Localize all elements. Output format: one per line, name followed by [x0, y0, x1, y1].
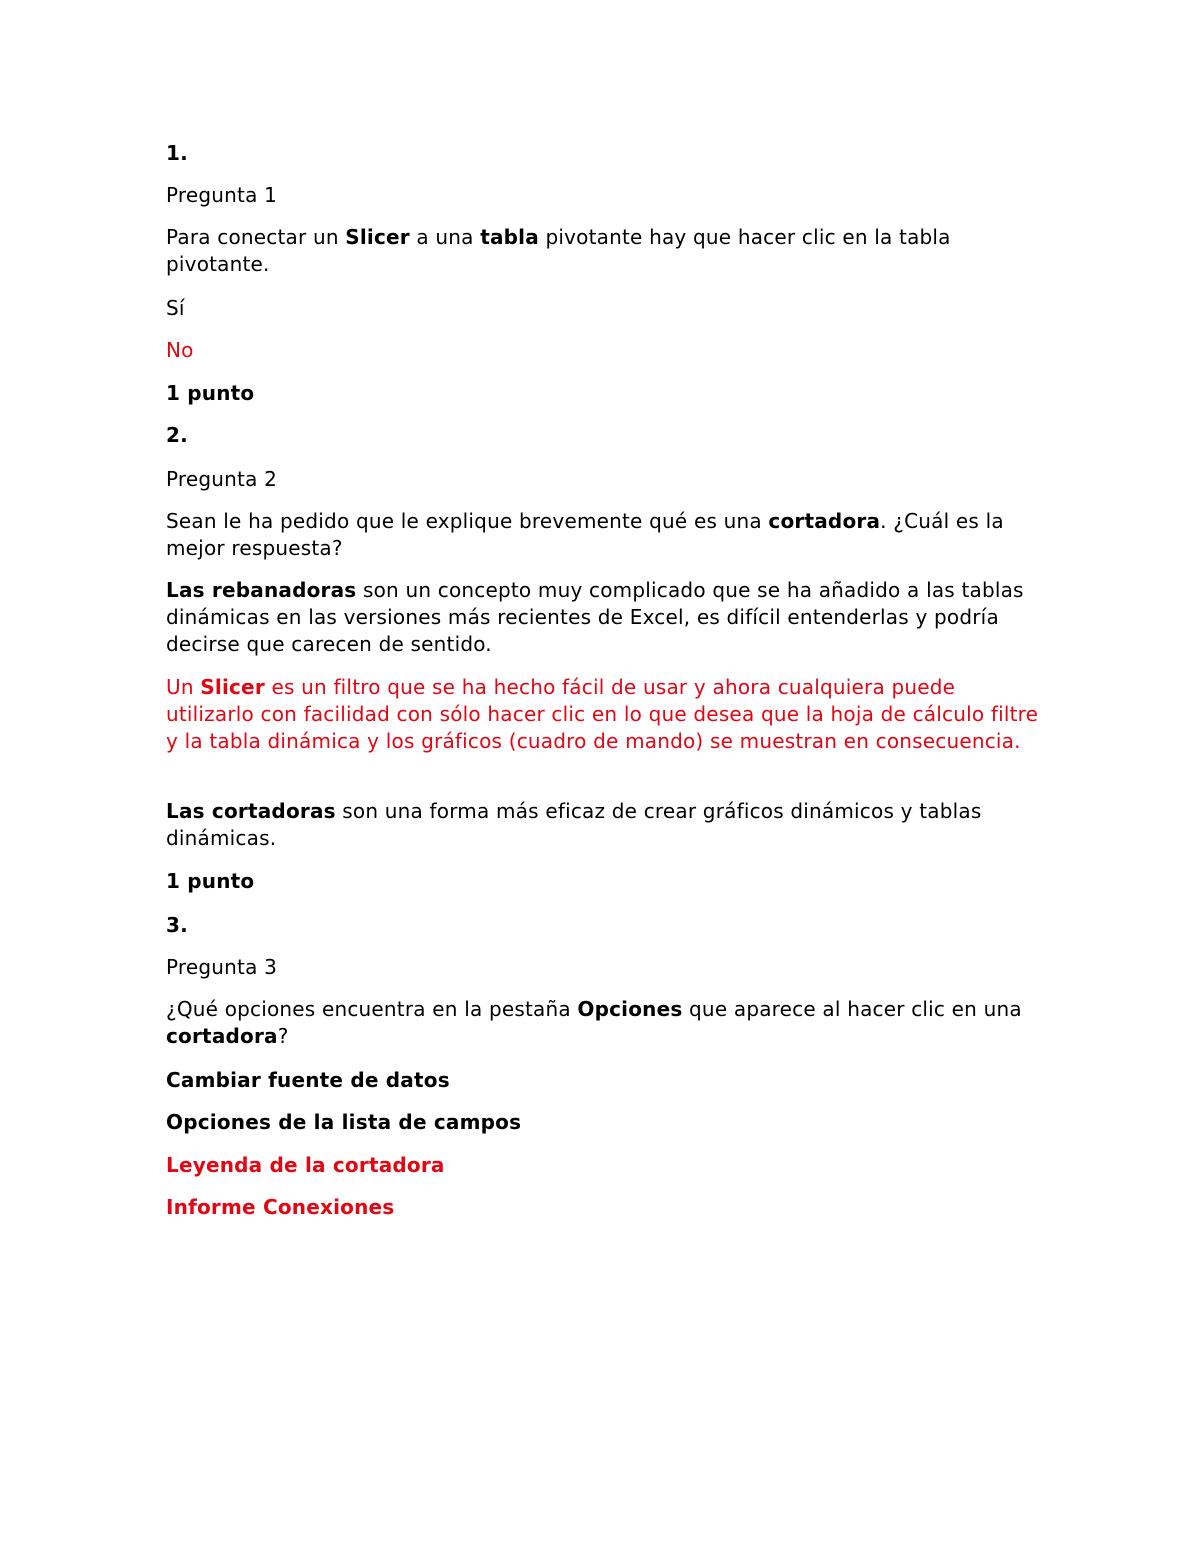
q3-option-2: Opciones de la lista de campos — [166, 1110, 522, 1134]
q1-option-si: Sí — [166, 296, 185, 320]
q3-label: Pregunta 3 — [166, 955, 278, 979]
q3-option-1: Cambiar fuente de datos — [166, 1068, 450, 1092]
q2-option-1-bold: Las rebanadoras — [166, 578, 357, 602]
q3-text-part: ? — [277, 1024, 289, 1048]
q3-question-text — [166, 996, 1046, 1050]
q2-option-1-text: son un concepto muy complicado que se ha añadido a las tablas dinámicas en las versiones más recientes de Excel, es difícil entenderlas y podría decirse que carecen de sentido. — [166, 578, 1024, 656]
q2-label: Pregunta 2 — [166, 467, 278, 491]
q1-points: 1 punto — [166, 381, 255, 405]
q3-number: 3. — [166, 913, 188, 937]
q2-option-2-bold: Slicer — [200, 675, 265, 699]
q2-points: 1 punto — [166, 869, 255, 893]
q2-option-3 — [166, 798, 1046, 852]
q2-option-3-bold: Las cortadoras — [166, 799, 336, 823]
q3-text-bold: Opciones — [577, 997, 683, 1021]
q2-option-2-text: es un filtro que se ha hecho fácil de usar y ahora cualquiera puede utilizarlo con facilidad con sólo hacer clic en lo que desea que la hoja de cálculo filtre y la tabla dinámica y los gráficos (cuadro de mando) se muestran en consecuencia. — [166, 675, 1039, 753]
q2-text-bold: cortadora — [768, 509, 881, 533]
q3-option-3: Leyenda de la cortadora — [166, 1153, 445, 1177]
q1-number: 1. — [166, 141, 188, 165]
q3-text-part: ¿Qué opciones encuentra en la pestaña — [166, 997, 578, 1021]
q3-text-bold: cortadora — [166, 1024, 278, 1048]
q2-option-2 — [166, 674, 1046, 755]
q1-text-bold: tabla — [480, 225, 539, 249]
q1-text-part: a una — [409, 225, 481, 249]
q1-option-no: No — [166, 338, 194, 362]
q2-option-2-pre: Un — [166, 675, 201, 699]
q2-text-part: Sean le ha pedido que le explique brevemente qué es una — [166, 509, 769, 533]
q2-text-part: . ¿Cuál es la mejor respuesta? — [166, 509, 1004, 560]
q2-question-text — [166, 508, 1046, 562]
q3-text-part: que aparece al hacer clic en una — [682, 997, 1022, 1021]
q2-option-3-text: son una forma más eficaz de crear gráficos dinámicos y tablas dinámicas. — [166, 799, 982, 850]
q1-text-bold: Slicer — [345, 225, 410, 249]
q2-option-1 — [166, 577, 1046, 658]
q1-text-part: Para conectar un — [166, 225, 346, 249]
q3-option-4: Informe Conexiones — [166, 1195, 395, 1219]
q1-question-text — [166, 224, 1046, 278]
q1-text-part: pivotante hay que hacer clic en la tabla pivotante. — [166, 225, 951, 276]
q1-label: Pregunta 1 — [166, 183, 278, 207]
q2-number: 2. — [166, 423, 188, 447]
